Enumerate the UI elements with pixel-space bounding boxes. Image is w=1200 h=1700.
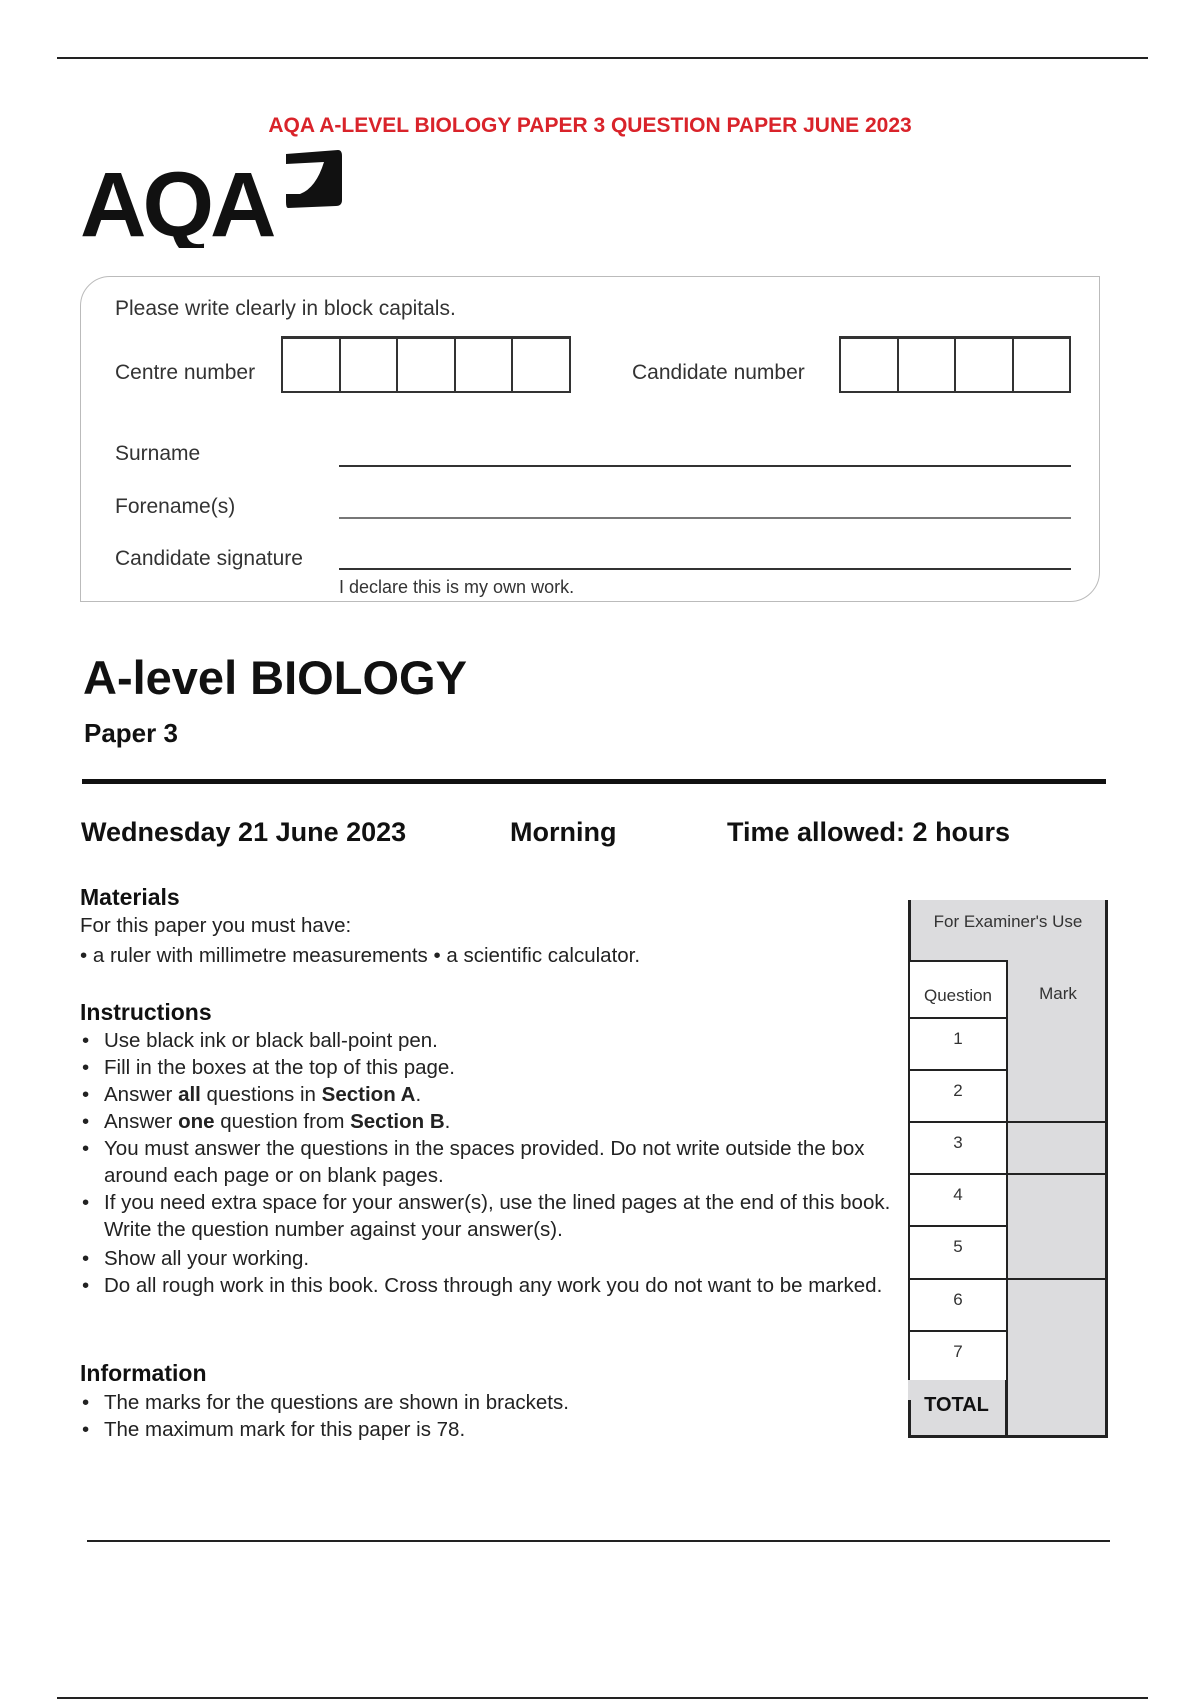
forenames-label: Forename(s) (115, 495, 236, 518)
exam-session: Morning (510, 817, 617, 847)
mark-divider (1008, 1121, 1108, 1123)
question-column-header: Question (908, 960, 1008, 1017)
instruction-item (80, 1027, 910, 1054)
instruction-item (80, 1135, 910, 1189)
candidate-number-boxes[interactable] (839, 336, 1071, 393)
information-list (80, 1389, 910, 1443)
time-allowed: Time allowed: 2 hours (727, 817, 1011, 847)
instruction-emphasis: all (178, 1083, 201, 1106)
centre-number-boxes[interactable] (281, 336, 571, 393)
surname-field[interactable] (339, 465, 1071, 467)
paper-subtitle: Paper 3 (84, 718, 178, 748)
question-number-cell: 6 (908, 1278, 1008, 1330)
instructions-heading: Instructions (80, 999, 212, 1025)
examiner-use-heading: For Examiner's Use (933, 912, 1083, 931)
instruction-text: . (444, 1110, 451, 1133)
instruction-item (80, 1272, 910, 1299)
signature-label: Candidate signature (115, 547, 303, 570)
block-capitals-instruction: Please write clearly in block capitals. (115, 297, 456, 320)
instruction-item (80, 1189, 910, 1243)
surname-label: Surname (115, 442, 201, 465)
exam-date: Wednesday 21 June 2023 (81, 817, 407, 847)
instruction-emphasis: Section B (350, 1110, 445, 1133)
mark-column-header: Mark (1039, 984, 1077, 1003)
question-number-cell: 5 (908, 1225, 1008, 1278)
instruction-emphasis: one (178, 1110, 215, 1133)
page-end-rule (57, 1697, 1148, 1699)
mark-divider (1008, 1278, 1108, 1280)
top-rule (57, 57, 1148, 59)
centre-number-label: Centre number (115, 361, 256, 384)
instruction-text: question from (214, 1110, 351, 1133)
instruction-item (80, 1081, 910, 1108)
instruction-text: You must answer the questions in the spaces provided. Do not write outside the box around each page or on blank pages. (104, 1137, 865, 1187)
question-number-cell: 7 (908, 1330, 1008, 1380)
mark-divider (1008, 1173, 1108, 1175)
bottom-rule (87, 1540, 1110, 1542)
instruction-emphasis: Section A (321, 1083, 416, 1106)
instructions-list (80, 1027, 910, 1299)
instruction-text: Fill in the boxes at the top of this page. (104, 1056, 455, 1079)
materials-intro: For this paper you must have: (80, 914, 352, 937)
question-number-cell: 3 (908, 1121, 1008, 1173)
information-item: • The marks for the questions are shown in brackets. (80, 1389, 910, 1416)
page-title: A-level BIOLOGY (83, 651, 467, 704)
instruction-item (80, 1108, 910, 1135)
information-heading: Information (80, 1360, 207, 1386)
instruction-text: Do all rough work in this book. Cross through any work you do not want to be marked. (104, 1274, 883, 1297)
candidate-number-label: Candidate number (632, 361, 805, 384)
instruction-text: questions in (200, 1083, 322, 1106)
instruction-item (80, 1245, 910, 1272)
instruction-item (80, 1054, 910, 1081)
aqa-logo (80, 148, 350, 248)
instruction-text: Use black ink or black ball-point pen. (104, 1029, 438, 1052)
declaration-text: I declare this is my own work. (339, 577, 575, 597)
document-header-title: AQA A-LEVEL BIOLOGY PAPER 3 QUESTION PAPER JUNE 2023 (268, 114, 912, 137)
question-number-cell: 4 (908, 1173, 1008, 1225)
information-item: • The maximum mark for this paper is 78. (80, 1416, 910, 1443)
instruction-text: Answer (104, 1110, 179, 1133)
materials-items: • a ruler with millimetre measurements • a scientific calculator. (80, 944, 641, 967)
examiner-use-table (908, 900, 1108, 1438)
title-rule (82, 779, 1106, 784)
question-number-cell: 2 (908, 1069, 1008, 1121)
signature-field[interactable] (339, 568, 1071, 570)
materials-heading: Materials (80, 884, 180, 910)
instruction-text: . (415, 1083, 422, 1106)
question-number-cell: 1 (908, 1017, 1008, 1069)
svg-text:AQA: AQA (80, 154, 273, 248)
instruction-text: If you need extra space for your answer(s), use the lined pages at the end of this book. Write the question number against your answer(s). (104, 1191, 891, 1241)
total-label: TOTAL (908, 1380, 1008, 1438)
instruction-text: Show all your working. (104, 1247, 310, 1270)
instruction-text: Answer (104, 1083, 179, 1106)
forenames-field[interactable] (339, 517, 1071, 519)
